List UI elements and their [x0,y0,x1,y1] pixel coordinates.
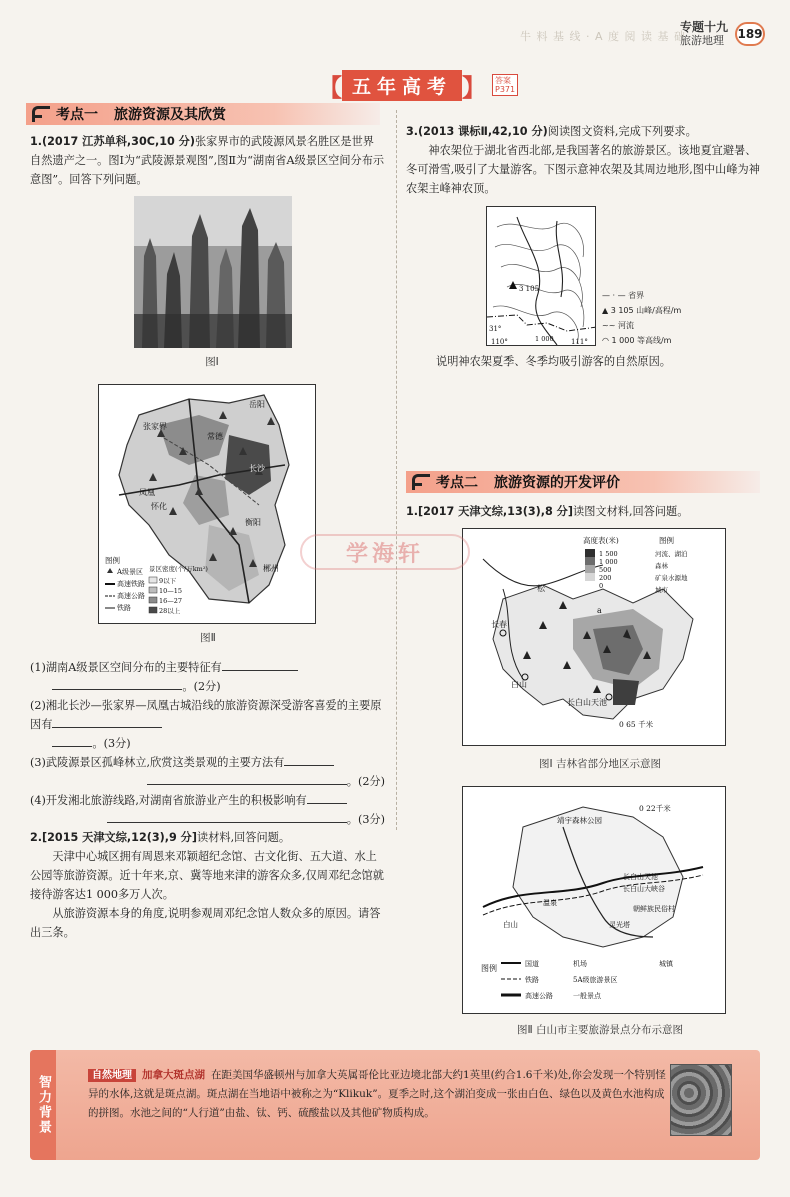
contour-label: 1 000 [535,335,554,343]
topic-title: 专题十九 [680,20,729,34]
label-huaihua: 怀化 [151,502,167,511]
topic-subtitle: 旅游地理 [680,34,724,47]
label-changsha: 长沙 [249,464,265,473]
longitude-label-2: 111° [571,338,588,346]
q1-sub2a: (2)湘北长沙—张家界—凤凰古城沿线的旅游资源深受游客喜爱的主要原因有 [30,699,382,731]
jilin-map [462,528,726,746]
answer-tag-page: P371 [495,85,516,94]
label-korean-village: 朝鲜族民俗村 [633,905,675,913]
question-1-stem [30,132,385,189]
answer-tag [492,74,518,96]
legend-river: ~~ 河流 [602,321,634,330]
legend-river-lake: 河流、湖泊 [655,550,688,558]
spotted-lake-thumbnail [670,1064,732,1136]
topic-tag: 加拿大斑点湖 [142,1069,205,1081]
legend-city: 城市 [655,586,668,594]
q2-source: 2.[2015 天津文综,12(3),9 分] [30,831,197,844]
q2-paragraph-1: 天津中心城区拥有周恩来邓颖超纪念馆、古文化街、五大道、水上公园等旅游资源。近十年来,京、冀等地来津的游客众多,仅周邓纪念馆就接待游客达1 000多万人次。 [30,850,384,901]
shennongjia-map-svg [487,207,596,346]
question-3 [406,122,766,198]
q1-sub4a: (4)开发湘北旅游线路,对湖南省旅游业产生的积极影响有 [30,794,307,807]
side-label: 智力背景 [30,1050,56,1160]
legend-title: 图例 [659,536,674,545]
label-changchun: 长春 [491,620,507,629]
bracket-right-icon: 】 [462,73,487,102]
section-banner [318,70,518,100]
q2-stem: 读材料,回答问题。 [197,831,291,844]
legend-expressway: 高速公路 [117,592,145,600]
answer-blank [147,773,347,785]
section-key: 考点二 [436,475,478,491]
shennongjia-legend [602,288,712,348]
page-number: 189 [735,22,765,46]
label-yueyang: 岳阳 [249,400,265,409]
density-3: 16—27 [159,597,183,605]
label-zhangjiajie: 张家界 [143,422,167,431]
q1-source: 1.(2017 江苏单科,30C,10 分) [30,135,195,148]
density-2: 10—15 [159,587,183,595]
answer-blank [307,792,347,804]
density-1: 9以下 [159,577,177,585]
page-header [0,0,790,62]
q3-paragraph: 神农架位于湖北省西北部,是我国著名的旅游景区。该地夏宜避暑、冬可滑雪,吸引了大量游客。下图示意神农架及其周边地形,图中山峰为神农架主峰神农顶。 [406,144,760,195]
banner-title: 五年高考 [342,70,462,101]
knowledge-text: 在距美国华盛顿州与加拿大英属哥伦比亚边境北部大约1英里(约合1.6千米)处,你会发现一个特别怪异的水体,这就是斑点湖。斑点湖在当地语中被称之为“Klikuk”。夏季之时,这个湖泊变成一张由白色、绿色以及黄色水池构成的拼图。水池之间的“人行道”由盐、钛、钙、硫酸盐以及其他矿物质构成。 [88,1069,666,1119]
column-divider [396,110,397,830]
latitude-label: 31° [489,325,502,333]
question-1-parts [30,658,385,829]
q2-paragraph-2: 从旅游资源本身的角度,说明参观周邓纪念馆人数众多的原因。请答出三条。 [30,907,381,939]
label-fenghuang: 凤凰 [139,488,155,497]
knowledge-body [88,1066,668,1123]
legend-river-label: 河流 [617,321,634,330]
shennongjia-map [486,206,596,346]
question-2 [30,828,385,942]
q3-question: 说明神农架夏季、冬季均吸引游客的自然原因。 [436,355,671,368]
category-tag: 自然地理 [88,1069,136,1082]
section-title: 旅游资源的开发评价 [494,475,620,491]
section-key: 考点一 [56,107,98,123]
answer-blank [107,811,347,823]
label-canyon: 长白山大峡谷 [623,885,665,893]
section-bar-1 [26,103,380,125]
legend-title: 图例 [481,964,497,973]
legend-spring: 矿泉水源地 [655,574,688,582]
answer-blank [222,659,298,671]
answer-blank [52,678,182,690]
height-title: 高度表(米) [583,536,619,545]
height-200: 200 [599,574,612,582]
jilin-caption: 图Ⅰ 吉林省部分地区示意图 [539,758,661,770]
section-bar-2 [406,471,760,493]
label-chenzhou: 郴州 [263,564,279,573]
legend-expressway: 高速公路 [525,992,553,1000]
q1-sub2b: 。(3分) [92,737,131,750]
answer-tag-label: 答案 [495,76,512,85]
baishan-caption: 图Ⅱ 白山市主要旅游景点分布示意图 [516,1024,683,1036]
q1-sub1b: 。(2分) [182,680,221,693]
legend-town: 城镇 [659,960,673,968]
label-hot-spring: 温泉 [543,899,557,907]
legend-title: 图例 [105,556,120,565]
legend-a-scenic: A级景区 [117,568,144,576]
karst-pillars-image [134,196,292,348]
answer-blank [52,716,162,728]
height-0: 0 [599,582,604,590]
legend-forest: 森林 [655,562,668,570]
density-4: 28以上 [159,607,181,615]
jilin-map-svg [463,529,726,746]
topic-label [680,20,728,48]
label-jingyu: 靖宇森林公园 [557,816,602,825]
legend-peak-label: 3 105 山峰/高程/m [610,306,682,315]
fig2-caption: 图Ⅱ [200,632,216,644]
hunan-map-svg [99,385,316,624]
label-song: 松 [537,584,545,593]
question-4 [406,502,766,521]
legend-railway: 铁路 [525,976,539,984]
longitude-label-1: 110° [491,338,508,346]
label-changde: 常德 [207,432,223,441]
q1-sub4b: 。(3分) [346,813,385,826]
q1-sub3a: (3)武陵源景区孤峰林立,欣赏这类景观的主要方法有 [30,756,285,769]
legend-hsr: 高速铁路 [117,580,145,588]
label-lingguang: 灵光塔 [609,921,630,929]
legend-province-label: 省界 [628,291,645,300]
scale-label: 0 22千米 [639,804,671,813]
q1-stem: 张家界市的武陵源风景名胜区是世界自然遗产之一。图Ⅰ为“武陵源景观图”,图Ⅱ为“湖南省A级景区空间分布示意图”。回答下列问题。 [30,135,385,186]
label-tianchi: 长白山天池 [567,698,607,707]
label-baishan: 白山 [511,680,527,689]
legend-peak: ▲ 3 105 山峰/高程/m [602,306,682,315]
peak-label: 3 105 [519,285,540,293]
height-1000: 1 000 [599,558,618,566]
hook-icon [412,474,430,490]
scale-label: 0 65 千米 [619,720,654,729]
baishan-map-svg [463,787,726,1014]
bracket-left-icon: 【 [318,73,342,102]
hunan-map [98,384,316,624]
legend-general: 一般景点 [573,992,601,1000]
legend-contour-label: 1 000 等高线/m [611,336,672,345]
legend-airport: 机场 [573,960,587,968]
legend-5a: 5A级旅游景区 [573,976,618,984]
density-title: 景区密度(个/万km²) [149,565,208,573]
wulingyuan-photo [134,196,292,348]
label-a: a [597,606,602,615]
legend-province: — · — 省界 [602,291,645,300]
legend-contour: ◠ 1 000 等高线/m [602,336,672,345]
legend-national-road: 国道 [525,960,539,968]
fig1-caption: 图Ⅰ [205,356,219,368]
q4-source: 1.[2017 天津文综,13(3),8 分] [406,505,573,518]
q1-sub1a: (1)湖南A级景区空间分布的主要特征有 [30,661,222,674]
label-baishan: 白山 [503,920,518,929]
q4-stem: 读图文材料,回答问题。 [573,505,689,518]
section-title: 旅游资源及其欣赏 [114,107,226,123]
label-tianchi: 长白山天池 [623,873,658,881]
q1-sub3b: 。(2分) [346,775,385,788]
background-knowledge-box [30,1050,760,1160]
label-hengyang: 衡阳 [245,518,261,527]
faded-header-text: 牛 料 基 线 · A 度 阅 读 基 础 [520,30,686,43]
height-500: 500 [599,566,612,574]
height-1500: 1 500 [599,550,618,558]
legend-railway: 铁路 [117,604,131,612]
q3-source: 3.(2013 课标Ⅱ,42,10 分) [406,125,548,138]
answer-blank [52,735,92,747]
answer-blank [284,754,334,766]
watermark: 学海轩 [300,534,470,570]
q3-stem: 阅读图文资料,完成下列要求。 [547,125,697,138]
hook-icon [32,106,50,122]
baishan-map [462,786,726,1014]
